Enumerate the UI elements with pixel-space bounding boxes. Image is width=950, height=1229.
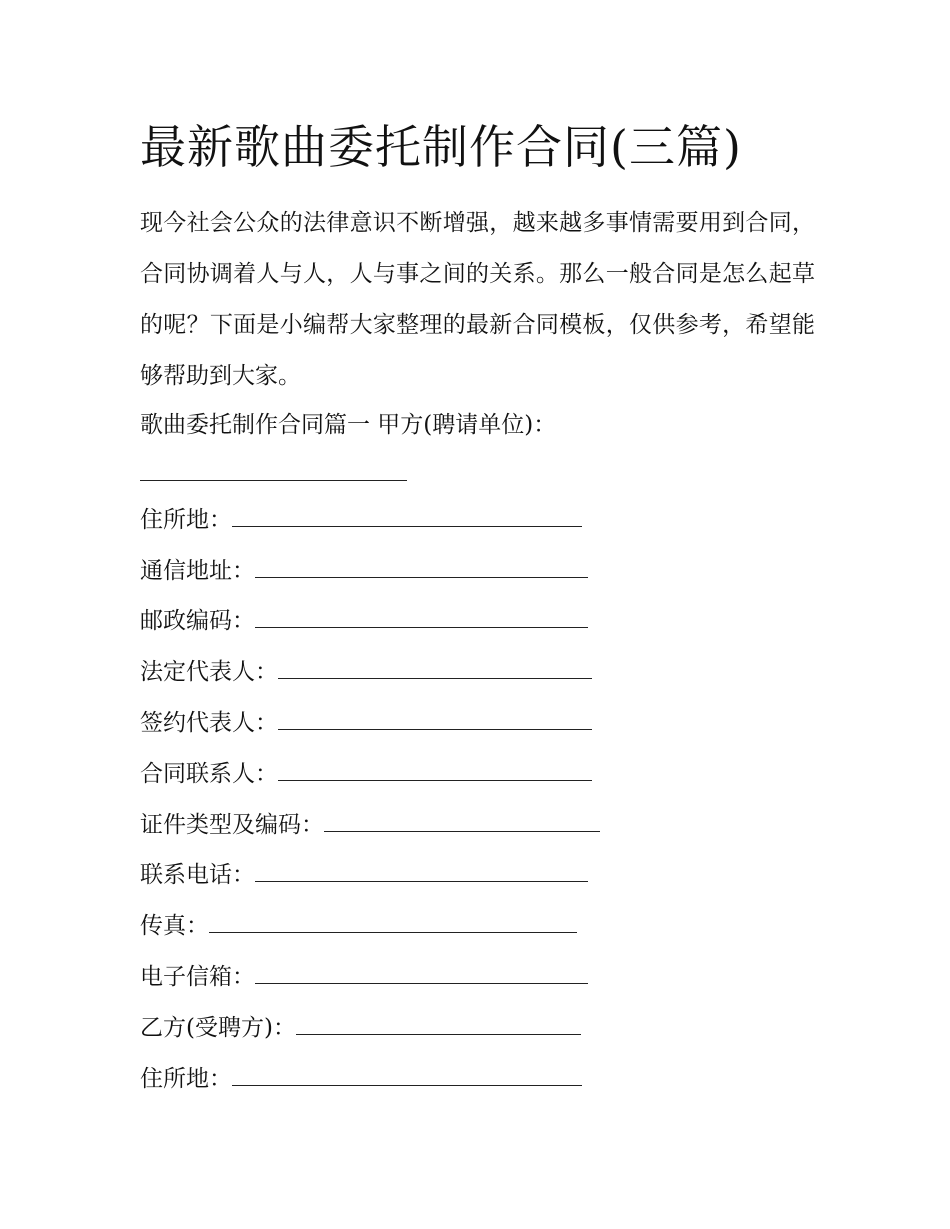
fill-in-blank bbox=[209, 908, 577, 933]
field-line bbox=[140, 807, 600, 841]
field-label: 通信地址： bbox=[140, 558, 255, 584]
field-line bbox=[140, 1010, 581, 1044]
field-label: 合同联系人： bbox=[140, 761, 278, 787]
field-label: 证件类型及编码： bbox=[140, 812, 324, 838]
field-label: 传真： bbox=[140, 913, 209, 939]
field-line bbox=[140, 756, 592, 790]
field-line bbox=[140, 959, 588, 993]
fill-in-blank bbox=[232, 1061, 582, 1086]
field-label: 电子信箱： bbox=[140, 964, 255, 990]
field-label: 签约代表人： bbox=[140, 710, 278, 736]
fill-in-blank bbox=[278, 705, 592, 730]
field-line bbox=[140, 1061, 582, 1095]
fill-in-blank bbox=[255, 553, 588, 578]
field-line bbox=[140, 502, 582, 536]
field-label: 住所地： bbox=[140, 1066, 232, 1092]
document-title: 最新歌曲委托制作合同(三篇) bbox=[140, 120, 742, 174]
field-label: 邮政编码： bbox=[140, 608, 255, 634]
fill-in-blank bbox=[278, 756, 592, 781]
fill-in-blank bbox=[278, 654, 592, 679]
field-label: 乙方(受聘方)： bbox=[140, 1015, 296, 1041]
field-line bbox=[140, 857, 588, 891]
fill-in-blank bbox=[232, 502, 582, 527]
field-line bbox=[140, 705, 592, 739]
fill-in-blank bbox=[296, 1010, 581, 1035]
field-line bbox=[140, 908, 577, 942]
field-label: 住所地： bbox=[140, 507, 232, 533]
fill-in-blank bbox=[324, 807, 600, 832]
field-line bbox=[140, 553, 588, 587]
fill-in-blank bbox=[255, 603, 588, 628]
field-label: 联系电话： bbox=[140, 862, 255, 888]
section-heading: 歌曲委托制作合同篇一 甲方(聘请单位)： bbox=[140, 412, 557, 438]
field-line bbox=[140, 603, 588, 637]
field-line bbox=[140, 654, 592, 688]
party-a-blank-line bbox=[140, 458, 407, 481]
intro-paragraph: 现今社会公众的法律意识不断增强，越来越多事情需要用到合同，合同协调着人与人，人与事之间的关系。那么一般合同是怎么起草的呢？下面是小编帮大家整理的最新合同模板，仅供参考，希望能够帮助到大家。 bbox=[140, 210, 815, 389]
field-label: 法定代表人： bbox=[140, 659, 278, 685]
fill-in-blank bbox=[255, 959, 588, 984]
fill-in-blank bbox=[255, 857, 588, 882]
